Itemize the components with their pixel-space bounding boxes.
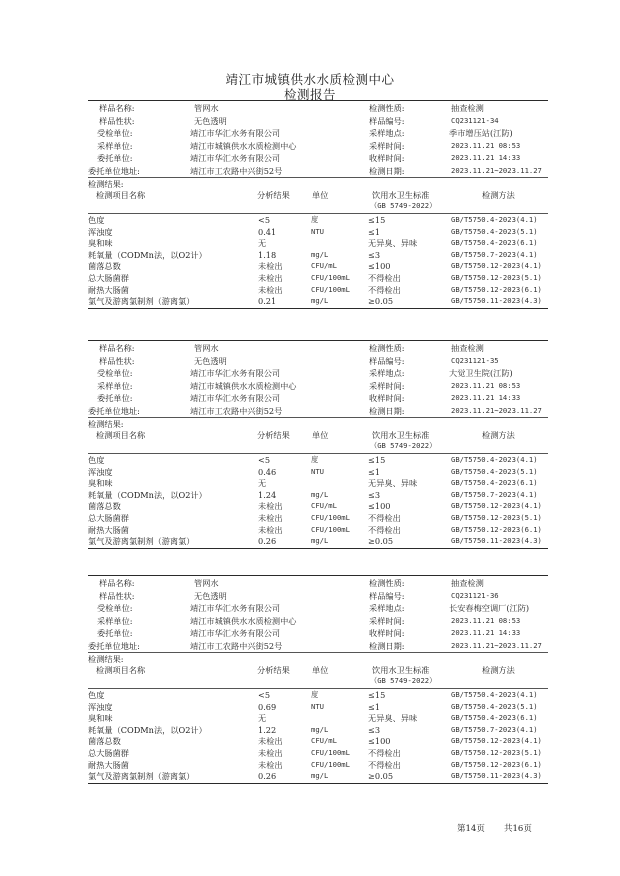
cell-item: 耐热大肠菌: [88, 284, 129, 295]
label-sample-site: 采样地点:: [369, 603, 405, 613]
cell-standard: ≤3: [368, 249, 381, 260]
cell-item: 氯气及游离氯制剂（游离氯）: [88, 536, 195, 547]
cell-unit: mg/L: [311, 296, 329, 306]
table-bottom-rule: [88, 308, 548, 309]
cell-standard: ≤1: [368, 466, 381, 477]
value-sample-name: 管网水: [194, 343, 219, 353]
value-sample-time: 2023.11.21 08:53: [451, 380, 521, 390]
cell-item: 菌落总数: [88, 736, 121, 747]
col-header-result: 分析结果: [257, 665, 290, 675]
value-receive-time: 2023.11.21 14:33: [451, 393, 521, 402]
cell-unit: CFU/mL: [311, 736, 337, 746]
cell-unit: mg/L: [311, 489, 329, 499]
label-results: 检测结果:: [88, 654, 124, 664]
cell-result: 0.26: [258, 771, 277, 782]
label-test-type: 检测性质:: [369, 343, 405, 353]
cell-unit: CFU/mL: [311, 261, 337, 271]
cell-unit: CFU/mL: [311, 501, 337, 511]
col-header-unit: 单位: [312, 430, 329, 440]
label-sample-site: 采样地点:: [369, 128, 405, 138]
cell-method: GB/T5750.4-2023(6.1): [451, 713, 538, 723]
cell-item: 氯气及游离氯制剂（游离氯）: [88, 296, 195, 307]
cell-standard: ≤1: [368, 701, 381, 712]
cell-result: 0.46: [258, 466, 277, 477]
value-sample-state: 无色透明: [194, 355, 227, 366]
cell-item: 臭和味: [88, 238, 113, 249]
cell-method: GB/T5750.12-2023(6.1): [451, 759, 542, 769]
col-header-item: 检测项目名称: [96, 190, 146, 200]
cell-item: 耐热大肠菌: [88, 524, 129, 535]
cell-result: 0.21: [258, 296, 277, 307]
value-client: 靖江市华汇水务有限公司: [190, 368, 281, 378]
value-sample-time: 2023.11.21 08:53: [451, 615, 521, 625]
cell-standard: ≥0.05: [368, 536, 394, 547]
cell-result: 未检出: [258, 501, 283, 512]
value-test-type: 抽查检测: [451, 343, 484, 353]
cell-result: 无: [258, 713, 267, 724]
cell-item: 总大肠菌群: [88, 513, 129, 523]
cell-result: 未检出: [258, 759, 283, 770]
cell-standard: 不得检出: [368, 284, 401, 295]
cell-standard: 不得检出: [368, 513, 401, 523]
label-sample-name: 样品名称:: [99, 578, 135, 588]
col-header-unit: 单位: [312, 665, 329, 675]
label-sample-time: 采样时间:: [369, 140, 405, 151]
cell-standard: ≤1: [368, 226, 381, 237]
cell-result: <5: [258, 455, 271, 465]
label-receive-time: 收样时间:: [369, 393, 405, 403]
cell-standard: ≤15: [368, 455, 386, 465]
col-header-method: 检测方法: [482, 190, 515, 200]
cell-item: 耗氧量（CODMn法，以O2计）: [88, 249, 207, 260]
cell-result: 无: [258, 238, 267, 249]
section-top-rule: [88, 575, 548, 576]
col-header-standard-code: （GB 5749-2022）: [370, 676, 437, 685]
cell-unit: CFU/100mL: [311, 748, 350, 757]
label-test-date: 检测日期:: [369, 165, 405, 176]
cell-standard: ≤3: [368, 724, 381, 735]
table-header-rule: [88, 688, 548, 689]
col-header-standard: 饮用水卫生标准: [372, 190, 430, 200]
label-sample-state: 样品性状:: [99, 355, 135, 366]
cell-item: 浑浊度: [88, 466, 113, 477]
cell-standard: 无异臭、异味: [368, 478, 418, 489]
cell-result: 未检出: [258, 261, 283, 272]
page-number: 第14页: [457, 824, 485, 834]
cell-method: GB/T5750.12-2023(4.1): [451, 736, 542, 746]
cell-unit: CFU/100mL: [311, 759, 350, 769]
cell-method: GB/T5750.4-2023(5.1): [451, 226, 538, 236]
info-bottom-rule: [88, 177, 548, 178]
cell-unit: CFU/100mL: [311, 284, 350, 294]
cell-unit: mg/L: [311, 771, 329, 781]
cell-result: 0.41: [258, 226, 277, 237]
cell-unit: 度: [311, 690, 319, 699]
cell-result: 无: [258, 478, 267, 489]
cell-unit: NTU: [311, 226, 324, 236]
cell-method: GB/T5750.11-2023(4.3): [451, 536, 542, 546]
value-sample-time: 2023.11.21 08:53: [451, 140, 521, 150]
col-header-standard: 饮用水卫生标准: [372, 430, 430, 440]
table-header-rule: [88, 213, 548, 214]
cell-standard: ≤15: [368, 215, 386, 225]
label-test-type: 检测性质:: [369, 578, 405, 588]
label-sample-state: 样品性状:: [99, 115, 135, 126]
value-entrust: 靖江市华汇水务有限公司: [190, 628, 281, 638]
cell-standard: 不得检出: [368, 759, 401, 770]
value-test-date: 2023.11.21~2023.11.27: [451, 165, 542, 175]
cell-item: 臭和味: [88, 478, 113, 489]
label-entrust-addr: 委托单位地址:: [88, 165, 140, 176]
cell-item: 总大肠菌群: [88, 748, 129, 758]
label-test-date: 检测日期:: [369, 405, 405, 416]
cell-standard: ≤100: [368, 736, 391, 747]
cell-item: 色度: [88, 215, 105, 225]
cell-method: GB/T5750.12-2023(5.1): [451, 748, 542, 757]
cell-unit: 度: [311, 215, 319, 224]
cell-item: 耗氧量（CODMn法，以O2计）: [88, 489, 207, 500]
cell-result: <5: [258, 215, 271, 225]
col-header-method: 检测方法: [482, 430, 515, 440]
cell-result: 未检出: [258, 748, 283, 758]
cell-method: GB/T5750.7-2023(4.1): [451, 724, 538, 734]
value-sampler: 靖江市城镇供水水质检测中心: [190, 380, 297, 391]
cell-result: 1.24: [258, 489, 277, 500]
cell-standard: ≤100: [368, 261, 391, 272]
cell-method: GB/T5750.11-2023(4.3): [451, 296, 542, 306]
value-sample-state: 无色透明: [194, 590, 227, 601]
value-sample-no: CQ231121-36: [451, 590, 499, 600]
table-bottom-rule: [88, 783, 548, 784]
cell-result: 未检出: [258, 513, 283, 523]
page-total: 共16页: [504, 824, 532, 834]
cell-method: GB/T5750.4-2023(4.1): [451, 690, 538, 699]
cell-standard: ≤3: [368, 489, 381, 500]
value-sample-site: 大觉卫生院(江防): [449, 368, 513, 378]
col-header-result: 分析结果: [257, 430, 290, 440]
cell-item: 耗氧量（CODMn法，以O2计）: [88, 724, 207, 735]
cell-standard: ≤100: [368, 501, 391, 512]
label-sample-no: 样品编号:: [369, 355, 405, 366]
cell-unit: CFU/100mL: [311, 273, 350, 282]
label-entrust: 委托单位:: [97, 393, 133, 403]
label-receive-time: 收样时间:: [369, 628, 405, 638]
cell-unit: mg/L: [311, 249, 329, 259]
value-receive-time: 2023.11.21 14:33: [451, 628, 521, 637]
cell-method: GB/T5750.4-2023(5.1): [451, 701, 538, 711]
section-top-rule: [88, 340, 548, 341]
label-sample-no: 样品编号:: [369, 590, 405, 601]
cell-standard: ≥0.05: [368, 296, 394, 307]
value-sample-no: CQ231121-34: [451, 115, 499, 125]
cell-standard: 不得检出: [368, 748, 401, 758]
cell-method: GB/T5750.4-2023(5.1): [451, 466, 538, 476]
cell-item: 氯气及游离氯制剂（游离氯）: [88, 771, 195, 782]
cell-unit: CFU/100mL: [311, 513, 350, 522]
cell-item: 臭和味: [88, 713, 113, 724]
cell-method: GB/T5750.12-2023(5.1): [451, 273, 542, 282]
cell-unit: mg/L: [311, 536, 329, 546]
cell-standard: ≤15: [368, 690, 386, 700]
col-header-item: 检测项目名称: [96, 430, 146, 440]
value-entrust-addr: 靖江市工农路中兴街52号: [190, 405, 283, 416]
cell-method: GB/T5750.12-2023(6.1): [451, 524, 542, 534]
col-header-result: 分析结果: [257, 190, 290, 200]
value-test-date: 2023.11.21~2023.11.27: [451, 405, 542, 415]
label-test-type: 检测性质:: [369, 103, 405, 113]
cell-item: 耐热大肠菌: [88, 759, 129, 770]
label-test-date: 检测日期:: [369, 640, 405, 651]
label-sample-time: 采样时间:: [369, 615, 405, 626]
value-sampler: 靖江市城镇供水水质检测中心: [190, 615, 297, 626]
value-client: 靖江市华汇水务有限公司: [190, 603, 281, 613]
section-top-rule: [88, 100, 548, 101]
label-sample-name: 样品名称:: [99, 343, 135, 353]
cell-standard: 不得检出: [368, 273, 401, 283]
value-client: 靖江市华汇水务有限公司: [190, 128, 281, 138]
label-entrust-addr: 委托单位地址:: [88, 640, 140, 651]
label-client: 受检单位:: [97, 603, 133, 613]
value-sampler: 靖江市城镇供水水质检测中心: [190, 140, 297, 151]
value-entrust: 靖江市华汇水务有限公司: [190, 393, 281, 403]
cell-result: <5: [258, 690, 271, 700]
cell-method: GB/T5750.4-2023(6.1): [451, 238, 538, 248]
cell-standard: ≥0.05: [368, 771, 394, 782]
cell-method: GB/T5750.4-2023(4.1): [451, 455, 538, 464]
cell-unit: NTU: [311, 466, 324, 476]
label-client: 受检单位:: [97, 128, 133, 138]
value-test-type: 抽查检测: [451, 578, 484, 588]
cell-method: GB/T5750.11-2023(4.3): [451, 771, 542, 781]
info-bottom-rule: [88, 417, 548, 418]
value-sample-name: 管网水: [194, 578, 219, 588]
cell-unit: mg/L: [311, 724, 329, 734]
cell-item: 总大肠菌群: [88, 273, 129, 283]
table-bottom-rule: [88, 548, 548, 549]
label-entrust: 委托单位:: [97, 628, 133, 638]
value-sample-site: 季市增压站(江防): [449, 128, 513, 138]
value-entrust-addr: 靖江市工农路中兴街52号: [190, 640, 283, 651]
cell-result: 未检出: [258, 736, 283, 747]
cell-item: 菌落总数: [88, 261, 121, 272]
cell-method: GB/T5750.4-2023(6.1): [451, 478, 538, 488]
label-sampler: 采样单位:: [97, 615, 133, 626]
col-header-method: 检测方法: [482, 665, 515, 675]
cell-item: 浑浊度: [88, 701, 113, 712]
table-header-rule: [88, 453, 548, 454]
label-receive-time: 收样时间:: [369, 153, 405, 163]
col-header-standard-code: （GB 5749-2022）: [370, 441, 437, 450]
value-receive-time: 2023.11.21 14:33: [451, 153, 521, 162]
cell-method: GB/T5750.12-2023(6.1): [451, 284, 542, 294]
cell-standard: 不得检出: [368, 524, 401, 535]
cell-unit: NTU: [311, 701, 324, 711]
cell-item: 菌落总数: [88, 501, 121, 512]
cell-result: 未检出: [258, 273, 283, 283]
value-sample-name: 管网水: [194, 103, 219, 113]
cell-result: 未检出: [258, 524, 283, 535]
cell-result: 1.22: [258, 724, 277, 735]
value-entrust: 靖江市华汇水务有限公司: [190, 153, 281, 163]
cell-method: GB/T5750.12-2023(4.1): [451, 501, 542, 511]
value-sample-no: CQ231121-35: [451, 355, 499, 365]
cell-method: GB/T5750.7-2023(4.1): [451, 249, 538, 259]
cell-unit: 度: [311, 455, 319, 464]
cell-unit: CFU/100mL: [311, 524, 350, 534]
value-sample-site: 长安春梅空调厂(江防): [449, 603, 530, 613]
cell-result: 未检出: [258, 284, 283, 295]
cell-result: 0.69: [258, 701, 277, 712]
label-client: 受检单位:: [97, 368, 133, 378]
cell-standard: 无异臭、异味: [368, 713, 418, 724]
cell-standard: 无异臭、异味: [368, 238, 418, 249]
label-sampler: 采样单位:: [97, 380, 133, 391]
report-title: 检测报告: [283, 87, 336, 102]
col-header-item: 检测项目名称: [96, 665, 146, 675]
label-results: 检测结果:: [88, 419, 124, 429]
label-sample-time: 采样时间:: [369, 380, 405, 391]
label-sample-no: 样品编号:: [369, 115, 405, 126]
value-test-date: 2023.11.21~2023.11.27: [451, 640, 542, 650]
col-header-standard: 饮用水卫生标准: [372, 665, 430, 675]
value-test-type: 抽查检测: [451, 103, 484, 113]
col-header-unit: 单位: [312, 190, 329, 200]
label-sampler: 采样单位:: [97, 140, 133, 151]
label-results: 检测结果:: [88, 179, 124, 189]
value-entrust-addr: 靖江市工农路中兴街52号: [190, 165, 283, 176]
cell-method: GB/T5750.12-2023(4.1): [451, 261, 542, 271]
cell-result: 1.18: [258, 249, 277, 260]
cell-result: 0.26: [258, 536, 277, 547]
cell-item: 色度: [88, 690, 105, 700]
value-sample-state: 无色透明: [194, 115, 227, 126]
label-sample-name: 样品名称:: [99, 103, 135, 113]
label-sample-state: 样品性状:: [99, 590, 135, 601]
cell-method: GB/T5750.12-2023(5.1): [451, 513, 542, 522]
info-bottom-rule: [88, 652, 548, 653]
label-entrust: 委托单位:: [97, 153, 133, 163]
label-sample-site: 采样地点:: [369, 368, 405, 378]
org-title: 靖江市城镇供水水质检测中心: [225, 72, 395, 87]
cell-method: GB/T5750.4-2023(4.1): [451, 215, 538, 224]
cell-method: GB/T5750.7-2023(4.1): [451, 489, 538, 499]
label-entrust-addr: 委托单位地址:: [88, 405, 140, 416]
col-header-standard-code: （GB 5749-2022）: [370, 201, 437, 210]
cell-item: 浑浊度: [88, 226, 113, 237]
cell-item: 色度: [88, 455, 105, 465]
